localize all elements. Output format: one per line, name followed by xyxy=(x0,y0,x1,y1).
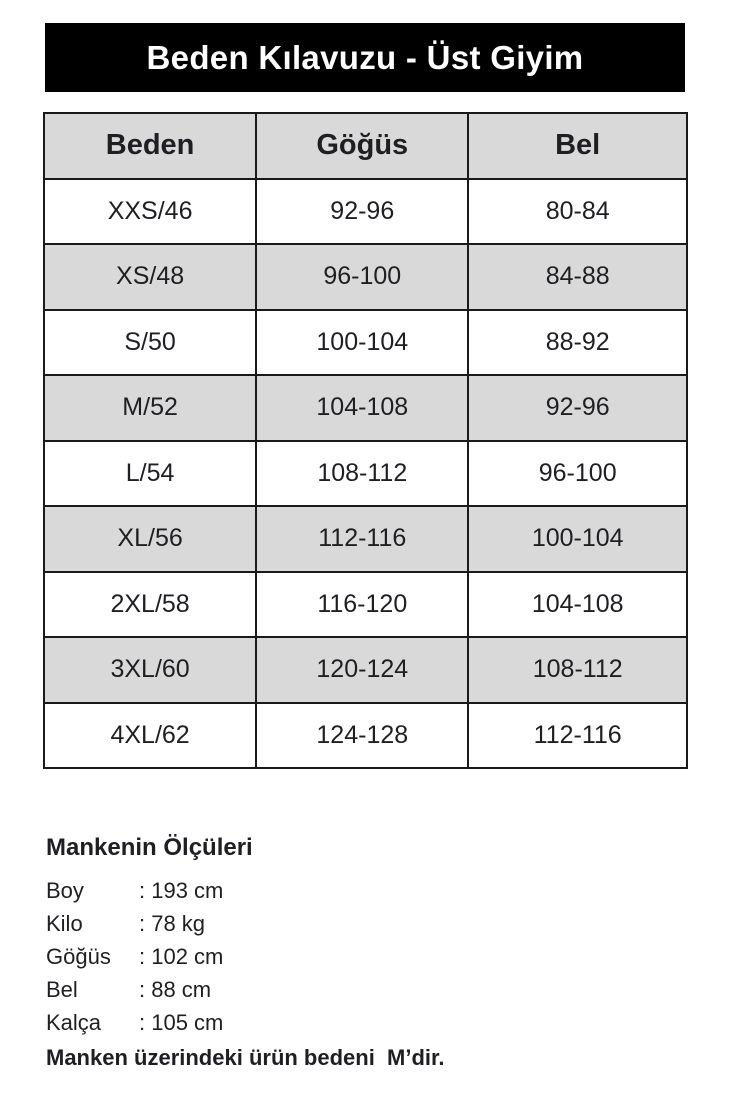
measurement-value: : 102 cm xyxy=(139,944,224,969)
waist-cell: 84-88 xyxy=(468,244,687,310)
waist-cell: 80-84 xyxy=(468,179,687,245)
table-row xyxy=(44,637,687,703)
table-row xyxy=(44,441,687,507)
model-size-note: Manken üzerindeki ürün bedeni M’dir. xyxy=(46,1045,445,1070)
size-cell: L/54 xyxy=(44,441,256,507)
table-row xyxy=(44,506,687,572)
waist-cell: 92-96 xyxy=(468,375,687,441)
size-cell: M/52 xyxy=(44,375,256,441)
measurements-list xyxy=(46,874,686,1039)
table-header-row xyxy=(44,113,687,179)
table-row xyxy=(44,244,687,310)
table-row xyxy=(44,310,687,376)
measurement-label: Boy xyxy=(46,878,84,903)
measurement-value: : 88 cm xyxy=(139,977,212,1002)
size-cell: XS/48 xyxy=(44,244,256,310)
table-row xyxy=(44,572,687,638)
chest-cell: 124-128 xyxy=(256,703,468,769)
waist-cell: 100-104 xyxy=(468,506,687,572)
measurement-value: : 105 cm xyxy=(139,1010,224,1035)
chest-cell: 116-120 xyxy=(256,572,468,638)
waist-cell: 104-108 xyxy=(468,572,687,638)
measurement-row xyxy=(46,973,686,1006)
chest-cell: 120-124 xyxy=(256,637,468,703)
size-cell: 4XL/62 xyxy=(44,703,256,769)
size-chart-table xyxy=(43,112,688,769)
column-header-gogus: Göğüs xyxy=(256,113,468,179)
column-header-bel: Bel xyxy=(468,113,687,179)
page-title: Beden Kılavuzu - Üst Giyim xyxy=(146,38,584,76)
measurements-heading: Mankenin Ölçüleri xyxy=(46,834,253,861)
measurement-row xyxy=(46,874,686,907)
chest-cell: 96-100 xyxy=(256,244,468,310)
chest-cell: 104-108 xyxy=(256,375,468,441)
table-row xyxy=(44,375,687,441)
waist-cell: 112-116 xyxy=(468,703,687,769)
size-cell: S/50 xyxy=(44,310,256,376)
measurement-value: : 78 kg xyxy=(139,911,206,936)
measurement-label: Kilo xyxy=(46,911,83,936)
size-cell: 3XL/60 xyxy=(44,637,256,703)
waist-cell: 88-92 xyxy=(468,310,687,376)
measurement-row xyxy=(46,940,686,973)
model-measurements-section xyxy=(46,834,686,1074)
waist-cell: 96-100 xyxy=(468,441,687,507)
chest-cell: 108-112 xyxy=(256,441,468,507)
chest-cell: 112-116 xyxy=(256,506,468,572)
waist-cell: 108-112 xyxy=(468,637,687,703)
size-cell: 2XL/58 xyxy=(44,572,256,638)
title-bar xyxy=(45,23,685,92)
measurement-row xyxy=(46,1006,686,1039)
chest-cell: 92-96 xyxy=(256,179,468,245)
measurement-row xyxy=(46,907,686,940)
measurement-value: : 193 cm xyxy=(139,878,224,903)
size-cell: XXS/46 xyxy=(44,179,256,245)
measurement-label: Bel xyxy=(46,977,78,1002)
column-header-beden: Beden xyxy=(44,113,256,179)
table-row xyxy=(44,703,687,769)
size-cell: XL/56 xyxy=(44,506,256,572)
measurement-label: Kalça xyxy=(46,1010,102,1035)
chest-cell: 100-104 xyxy=(256,310,468,376)
table-row xyxy=(44,179,687,245)
measurement-label: Göğüs xyxy=(46,944,111,969)
